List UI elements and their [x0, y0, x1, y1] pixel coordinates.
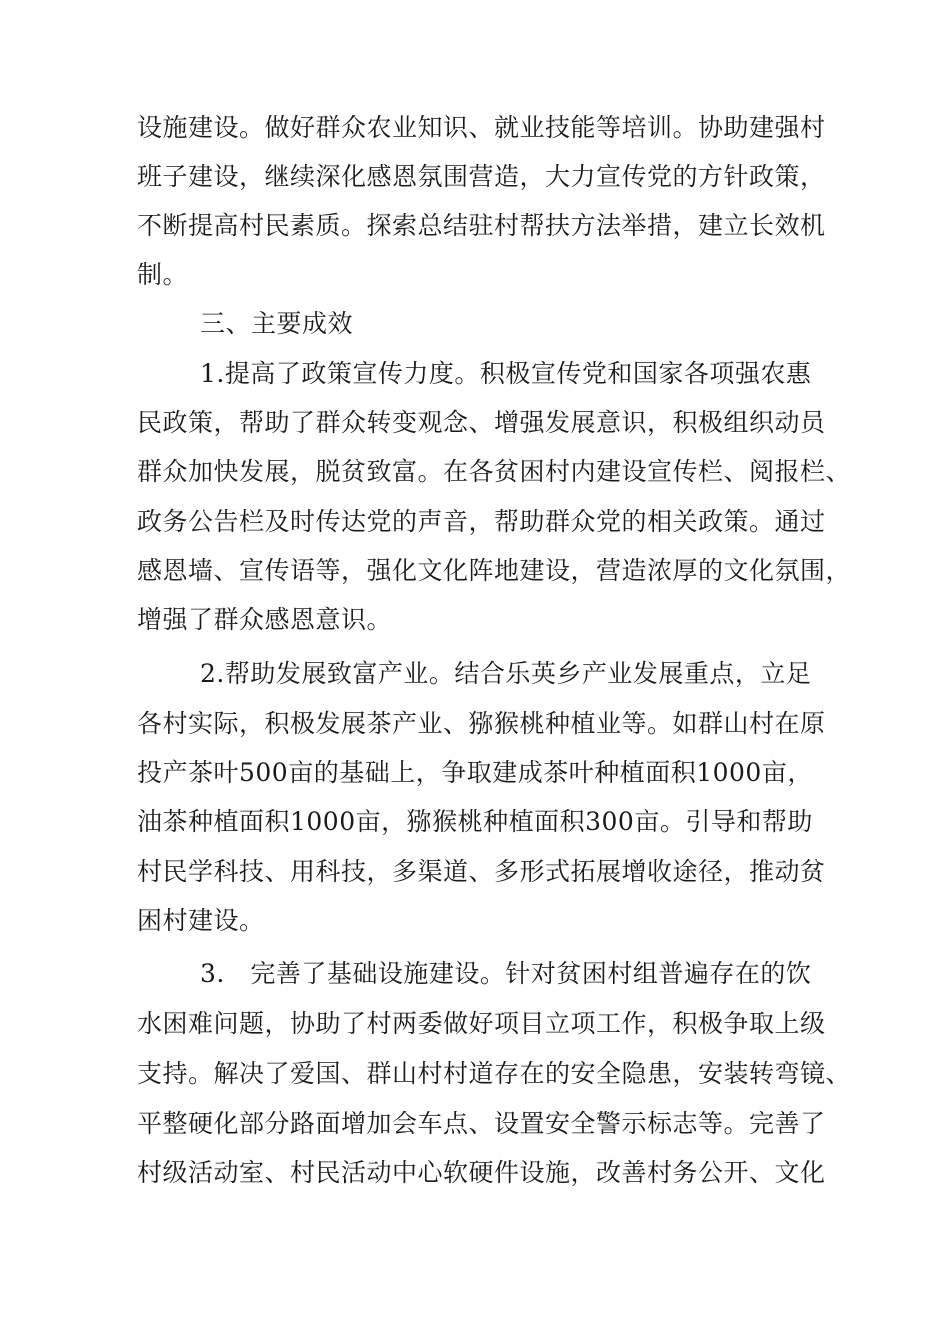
section-heading: 三、主要成效	[200, 309, 354, 338]
text-line: 2.帮助发展致富产业。结合乐英乡产业发展重点，立足	[200, 659, 812, 688]
text-line: 班子建设，继续深化感恩氛围营造，大力宣传党的方针政策，	[137, 162, 826, 191]
text-line: 平整硬化部分路面增加会车点、设置安全警示标志等。完善了	[137, 1109, 826, 1138]
text-line: 增强了群众感恩意识。	[137, 605, 393, 634]
text-line: 水困难问题，协助了村两委做好项目立项工作，积极争取上级	[137, 1009, 826, 1038]
text-line: 3. 完善了基础设施建设。针对贫困村组普遍存在的饮	[200, 959, 812, 988]
text-line: 困村建设。	[137, 906, 265, 935]
text-line: 设施建设。做好群众农业知识、就业技能等培训。协助建强村	[137, 113, 826, 142]
text-line: 不断提高村民素质。探索总结驻村帮扶方法举措，建立长效机	[137, 211, 826, 240]
text-line: 村民学科技、用科技，多渠道、多形式拓展增收途径，推动贫	[137, 857, 826, 886]
text-line: 制。	[137, 260, 189, 289]
text-line: 油茶种植面积1000亩，猕猴桃种植面积300亩。引导和帮助	[137, 807, 813, 836]
text-line: 村级活动室、村民活动中心软硬件设施，改善村务公开、文化	[137, 1158, 826, 1187]
text-line: 支持。解决了爱国、群山村村道存在的安全隐患，安装转弯镜、	[137, 1059, 852, 1088]
text-line: 感恩墙、宣传语等，强化文化阵地建设，营造浓厚的文化氛围，	[137, 556, 852, 585]
text-line: 民政策，帮助了群众转变观念、增强发展意识，积极组织动员	[137, 408, 826, 437]
text-line: 1.提高了政策宣传力度。积极宣传党和国家各项强农惠	[200, 359, 812, 388]
text-line: 群众加快发展，脱贫致富。在各贫困村内建设宣传栏、阅报栏、	[137, 457, 852, 486]
text-line: 投产茶叶500亩的基础上，争取建成茶叶种植面积1000亩，	[137, 758, 813, 787]
text-line: 各村实际，积极发展茶产业、猕猴桃种植业等。如群山村在原	[137, 709, 826, 738]
text-line: 政务公告栏及时传达党的声音，帮助群众党的相关政策。通过	[137, 507, 826, 536]
